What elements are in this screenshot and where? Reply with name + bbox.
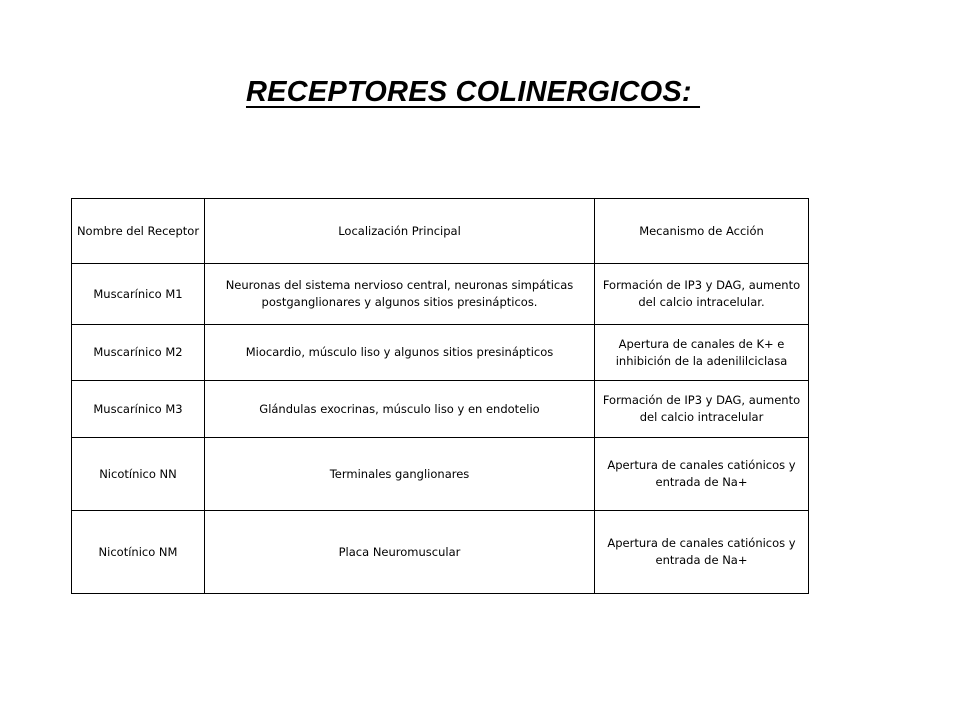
location-cell: Placa Neuromuscular <box>205 511 595 594</box>
location-cell: Glándulas exocrinas, músculo liso y en endotelio <box>205 381 595 438</box>
receptor-name-cell: Muscarínico M2 <box>72 325 205 381</box>
table-row <box>72 438 809 511</box>
header-location: Localización Principal <box>205 199 595 264</box>
table-row <box>72 264 809 325</box>
receptor-name-cell: Nicotínico NM <box>72 511 205 594</box>
header-mechanism: Mecanismo de Acción <box>595 199 809 264</box>
table-row <box>72 381 809 438</box>
location-cell: Miocardio, músculo liso y algunos sitios presinápticos <box>205 325 595 381</box>
table-header-row <box>72 199 809 264</box>
receptor-name-cell: Nicotínico NN <box>72 438 205 511</box>
location-cell: Terminales ganglionares <box>205 438 595 511</box>
receptor-name-cell: Muscarínico M3 <box>72 381 205 438</box>
location-cell: Neuronas del sistema nervioso central, neuronas simpáticas postganglionares y algunos sitios presinápticos. <box>205 264 595 325</box>
mechanism-cell: Apertura de canales catiónicos y entrada de Na+ <box>595 511 809 594</box>
mechanism-cell: Apertura de canales catiónicos y entrada de Na+ <box>595 438 809 511</box>
mechanism-cell: Formación de IP3 y DAG, aumento del calcio intracelular <box>595 381 809 438</box>
page-title: RECEPTORES COLINERGICOS: <box>245 76 701 108</box>
table-row <box>72 325 809 381</box>
mechanism-cell: Formación de IP3 y DAG, aumento del calcio intracelular. <box>595 264 809 325</box>
receptor-name-cell: Muscarínico M1 <box>72 264 205 325</box>
receptors-table <box>71 198 809 594</box>
header-receptor-name: Nombre del Receptor <box>72 199 205 264</box>
mechanism-cell: Apertura de canales de K+ e inhibición de la adenililciclasa <box>595 325 809 381</box>
table-row <box>72 511 809 594</box>
